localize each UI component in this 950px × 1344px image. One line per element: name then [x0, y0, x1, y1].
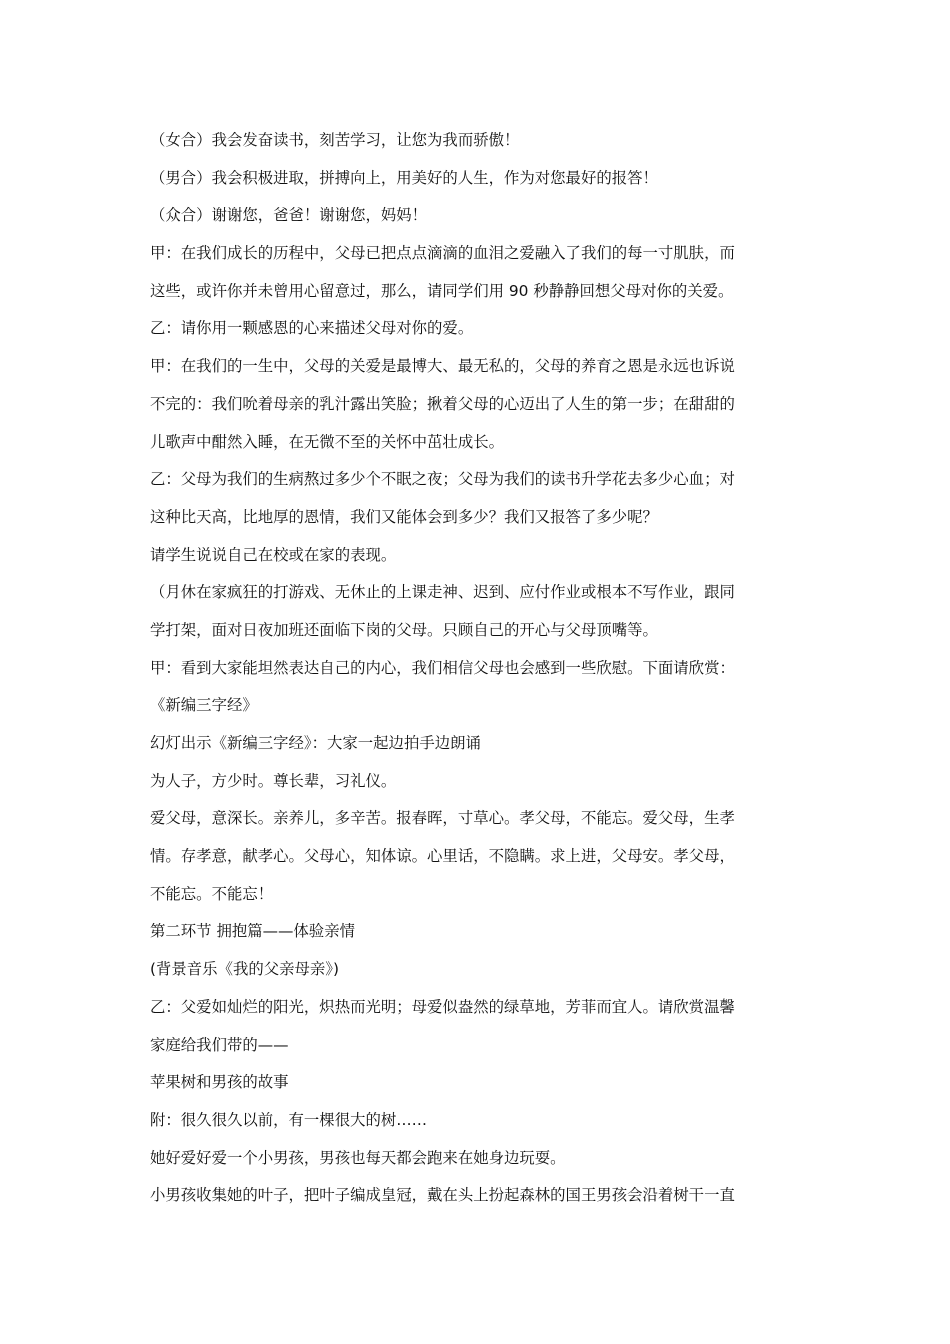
- text-line: 儿歌声中酣然入睡，在无微不至的关怀中茁壮成长。: [150, 432, 504, 451]
- text-line: 甲：看到大家能坦然表达自己的内心，我们相信父母也会感到一些欣慰。下面请欣赏：: [150, 658, 735, 677]
- text-line: 爱父母，意深长。亲养儿，多辛苦。报春晖，寸草心。孝父母，不能忘。爱父母，生孝: [150, 809, 735, 828]
- text-line: 第二环节 拥抱篇——体验亲情: [150, 922, 355, 941]
- text-line: 小男孩收集她的叶子，把叶子编成皇冠，戴在头上扮起森林的国王男孩会沿着树干一直: [150, 1186, 735, 1205]
- text-line: 《新编三字经》: [150, 696, 258, 715]
- text-line: 幻灯出示《新编三字经》：大家一起边拍手边朗诵: [150, 734, 481, 752]
- text-line: 请学生说说自己在校或在家的表现。: [150, 545, 397, 564]
- text-line: 家庭给我们带的——: [150, 1035, 289, 1054]
- text-line: （女合）我会发奋读书，刻苦学习，让您为我而骄傲！: [150, 131, 520, 149]
- text-line: 不完的：我们吮着母亲的乳汁露出笑脸；揪着父母的心迈出了人生的第一步；在甜甜的: [150, 394, 735, 413]
- text-line: 甲：在我们成长的历程中，父母已把点点滴滴的血泪之爱融入了我们的每一寸肌肤，而: [150, 244, 735, 263]
- text-line: 她好爱好爱一个小男孩，男孩也每天都会跑来在她身边玩耍。: [150, 1148, 566, 1167]
- text-line: （众合）谢谢您，爸爸！谢谢您，妈妈！: [150, 206, 428, 225]
- text-line: 乙：父爱如灿烂的阳光，炽热而光明；母爱似盎然的绿草地，芳菲而宜人。请欣赏温馨: [150, 997, 735, 1016]
- text-line: 不能忘。不能忘！: [150, 884, 274, 903]
- text-line: 这种比天高，比地厚的恩情，我们又能体会到多少？我们又报答了多少呢？: [150, 507, 658, 526]
- text-line: 情。存孝意，献孝心。父母心，知体谅。心里话，不隐瞒。求上进，父母安。孝父母，: [150, 847, 735, 866]
- text-line: 这些，或许你并未曾用心留意过，那么，请同学们用 90 秒静静回想父母对你的关爱。: [150, 281, 734, 300]
- document-body: [150, 122, 800, 1215]
- text-line: 甲：在我们的一生中，父母的关爱是最博大、最无私的，父母的养育之恩是永远也诉说: [150, 357, 735, 376]
- text-line: 乙：父母为我们的生病熬过多少个不眠之夜；父母为我们的读书升学花去多少心血；对: [150, 470, 735, 489]
- text-line: 为人子，方少时。尊长辈，习礼仪。: [150, 771, 397, 790]
- text-line: （男合）我会积极进取，拼搏向上，用美好的人生，作为对您最好的报答！: [150, 168, 658, 187]
- text-line: 附：很久很久以前，有一棵很大的树……: [150, 1110, 428, 1129]
- text-line: 苹果树和男孩的故事: [150, 1073, 289, 1092]
- text-line: （月休在家疯狂的打游戏、无休止的上课走神、迟到、应付作业或根本不写作业，跟同: [150, 583, 735, 602]
- text-line: 乙：请你用一颗感恩的心来描述父母对你的爱。: [150, 319, 474, 338]
- text-line: (背景音乐《我的父亲母亲》): [150, 960, 339, 979]
- text-line: 学打架，面对日夜加班还面临下岗的父母。只顾自己的开心与父母顶嘴等。: [150, 620, 658, 639]
